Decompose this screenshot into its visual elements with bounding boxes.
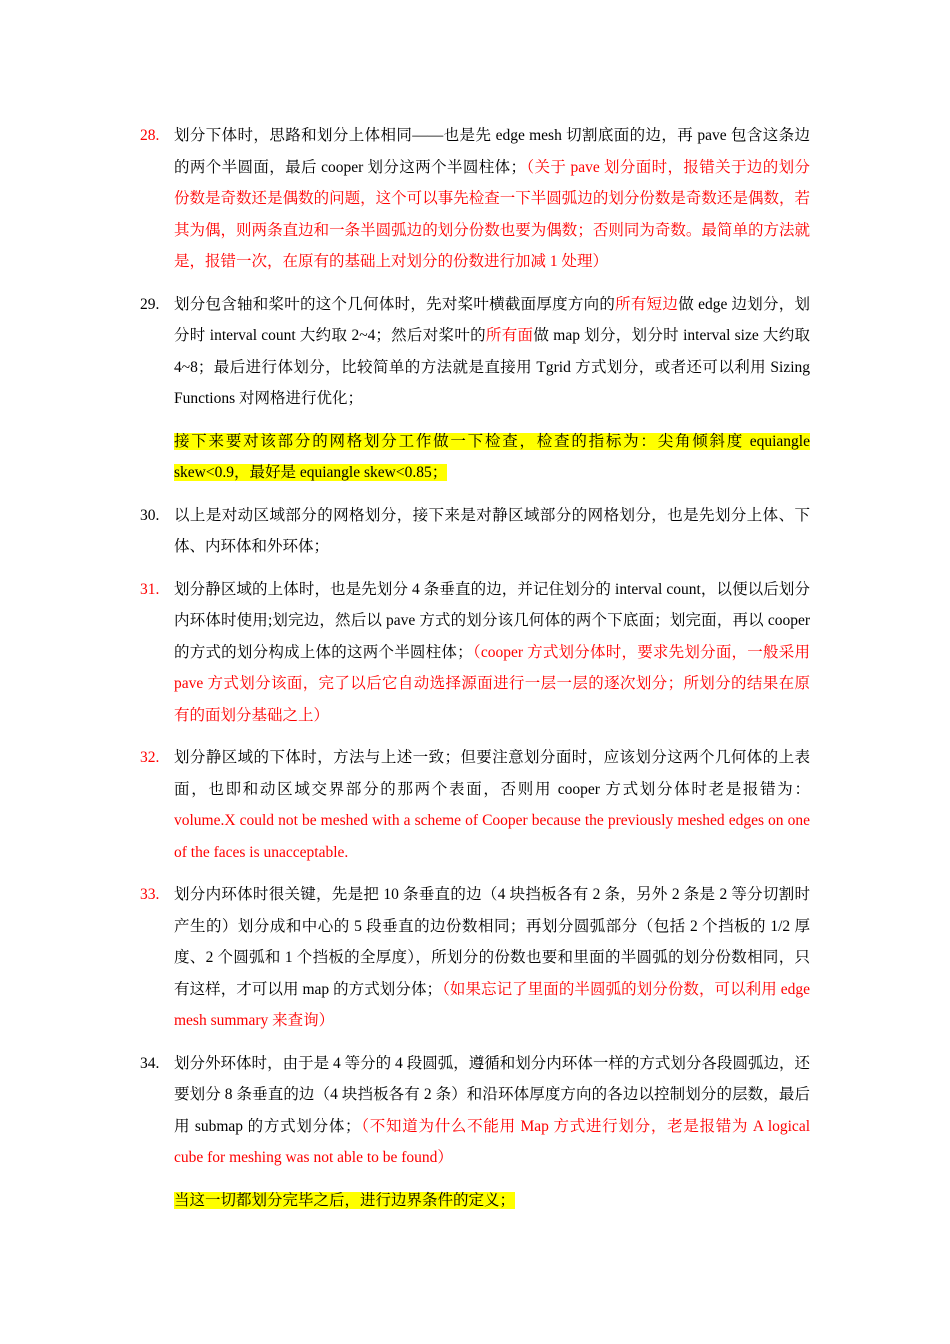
item-text: 划分包含轴和桨叶的这个几何体时，先对桨叶横截面厚度方向的 xyxy=(174,295,616,313)
item-number: 29. xyxy=(140,295,160,313)
list-item-29 xyxy=(140,289,810,415)
list-item-34 xyxy=(140,1048,810,1174)
list-item-32 xyxy=(140,742,810,868)
highlight-note-check xyxy=(140,426,810,489)
item-number: 31. xyxy=(140,580,160,598)
item-number: 33. xyxy=(140,886,160,903)
item-text: 划分下体时，思路和划分上体相同——也是先 edge mesh 切割底面的边，再 pave 包含这条边的两个半圆面，最后 cooper 划分这两个半圆柱体； xyxy=(174,127,810,176)
item-text: 划分静区域的下体时，方法与上述一致；但要注意划分面时，应该划分这两个几何体的上表面，也即和动区域交界部分的那两个表面，否则用 cooper 方式划分体时老是报错为： xyxy=(174,749,810,798)
item-red-highlight: 所有短边 xyxy=(615,295,679,313)
list-item-31 xyxy=(140,574,810,732)
item-number: 30. xyxy=(140,506,160,524)
highlighted-text: 接下来要对该部分的网格划分工作做一下检查，检查的指标为：尖角倾斜度 equiangle skew<0.9，最好是 equiangle skew<0.85； xyxy=(174,432,810,481)
item-red-note: （关于 pave 划分面时，报错关于边的划分份数是奇数还是偶数的问题，这个可以事先检查一下半圆弧边的划分份数是奇数还是偶数，若其为偶，则两条直边和一条半圆弧边的划分份数也要为偶数；否则同为奇数。最简单的方法就是，报错一次，在原有的基础上对划分的份数进行加减 1 处理） xyxy=(174,158,810,270)
item-red-error: volume.X could not be meshed with a scheme of Cooper because the previously meshed edges on one of the faces is unacceptable. xyxy=(174,812,810,861)
document-body xyxy=(140,120,810,1227)
item-text: 划分内环体时很关键，先是把 10 条垂直的边（4 块挡板各有 2 条，另外 2 条是 2 等分切割时产生的）划分成和中心的 5 段垂直的边份数相同；再划分圆弧部分（包括 2 个挡板的 1/2 厚度、2 个圆弧和 1 个挡板的全厚度），所划分的份数也要和里面的半圆弧的划分份数相同，只有这样，才可以用 map 的方式划分体； xyxy=(174,886,810,998)
item-text: 划分静区域的上体时，也是先划分 4 条垂直的边，并记住划分的 interval count，以便以后划分内环体时使用;划完边，然后以 pave 方式的划分该几何体的两个下底面；划完面，再以 cooper 的方式的划分构成上体的这两个半圆柱体； xyxy=(174,580,810,661)
highlight-note-boundary xyxy=(140,1185,810,1217)
item-text: 划分外环体时，由于是 4 等分的 4 段圆弧，遵循和划分内环体一样的方式划分各段圆弧边，还要划分 8 条垂直的边（4 块挡板各有 2 条）和沿环体厚度方向的各边以控制划分的层数，最后用 submap 的方式划分体； xyxy=(174,1054,810,1135)
item-text: 做 map 划分，划分时 interval size 大约取 4~8；最后进行体划分，比较简单的方法就是直接用 Tgrid 方式划分，或者还可以利用 Sizing Functions 对网格进行优化； xyxy=(174,327,810,407)
item-red-highlight: 所有面 xyxy=(485,327,534,344)
item-number: 34. xyxy=(140,1054,160,1072)
item-text: 以上是对动区域部分的网格划分，接下来是对静区域部分的网格划分，也是先划分上体、下体、内环体和外环体； xyxy=(174,506,810,555)
item-red-note: （cooper 方式划分体时，要求先划分面，一般采用 pave 方式划分该面，完了以后它自动选择源面进行一层一层的逐次划分；所划分的结果在原有的面划分基础之上） xyxy=(174,643,810,724)
item-number: 28. xyxy=(140,127,160,144)
item-text: 做 edge 边划分，划分时 interval count 大约取 2~4；然后对桨叶的 xyxy=(174,295,810,344)
item-red-note: （如果忘记了里面的半圆弧的划分份数，可以利用 edge mesh summary 来查询） xyxy=(174,980,811,1029)
list-item-30 xyxy=(140,500,810,563)
list-item-28 xyxy=(140,120,810,278)
highlighted-text: 当这一切都划分完毕之后，进行边界条件的定义； xyxy=(174,1191,516,1209)
list-item-33 xyxy=(140,879,810,1037)
item-number: 32. xyxy=(140,749,160,766)
item-red-note: （不知道为什么不能用 Map 方式进行划分，老是报错为 A logical cube for meshing was not able to be found） xyxy=(174,1117,811,1166)
